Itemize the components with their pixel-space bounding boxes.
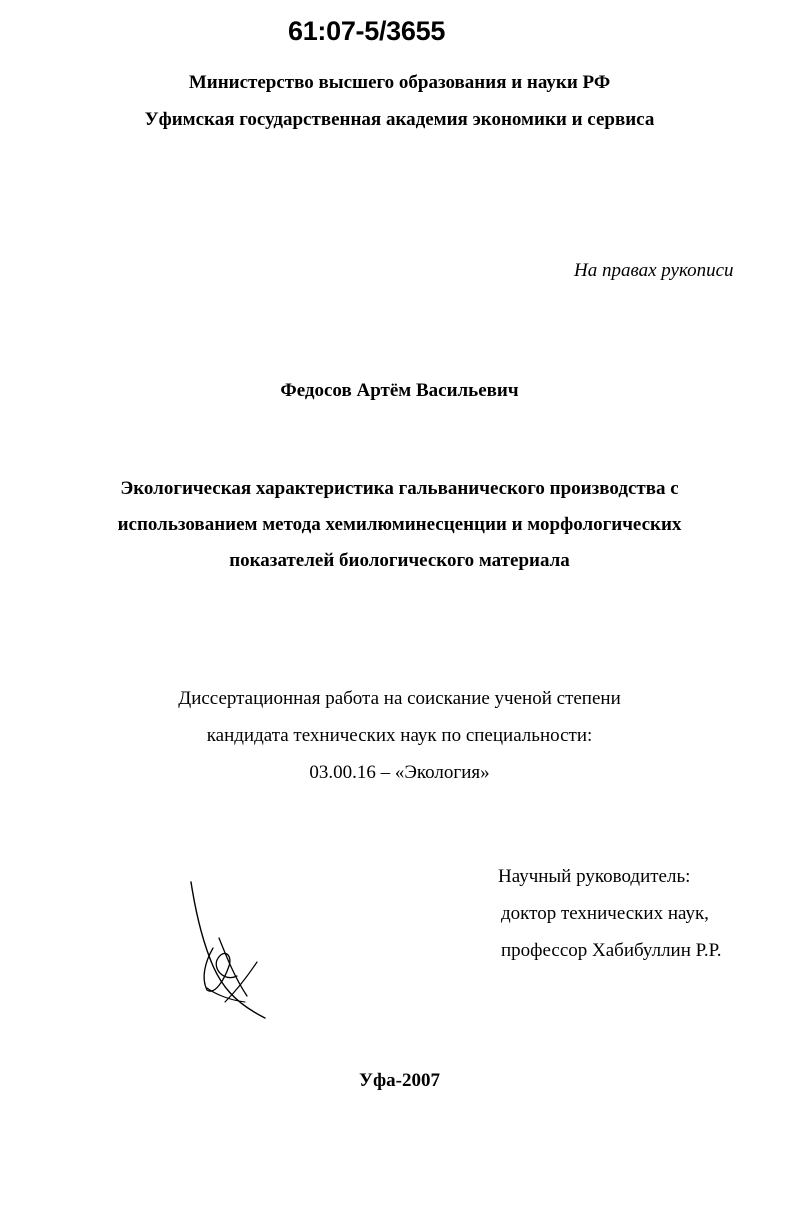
- ministry-heading: Министерство высшего образования и науки РФ: [188, 72, 611, 93]
- degree-line-3: 03.00.16 – «Экология»: [309, 762, 490, 783]
- archive-code: 61:07-5/3655: [288, 16, 446, 46]
- handwritten-signature: [185, 878, 275, 1023]
- supervisor-label: Научный руководитель:: [498, 866, 691, 887]
- degree-line-1: Диссертационная работа на соискание ученой степени: [178, 688, 621, 709]
- title-line-1: Экологическая характеристика гальванического производства с: [120, 478, 679, 499]
- degree-line-2: кандидата технических наук по специальности:: [206, 725, 593, 746]
- author-name: Федосов Артём Васильевич: [280, 380, 519, 401]
- manuscript-note: На правах рукописи: [574, 260, 734, 281]
- title-line-3: показателей биологического материала: [229, 550, 570, 571]
- academy-heading: Уфимская государственная академия экономики и сервиса: [144, 109, 655, 130]
- supervisor-name: профессор Хабибуллин Р.Р.: [501, 940, 722, 961]
- supervisor-degree: доктор технических наук,: [501, 903, 709, 924]
- title-line-2: использованием метода хемилюминесценции и морфологических: [117, 514, 682, 535]
- city-year: Уфа-2007: [359, 1070, 440, 1091]
